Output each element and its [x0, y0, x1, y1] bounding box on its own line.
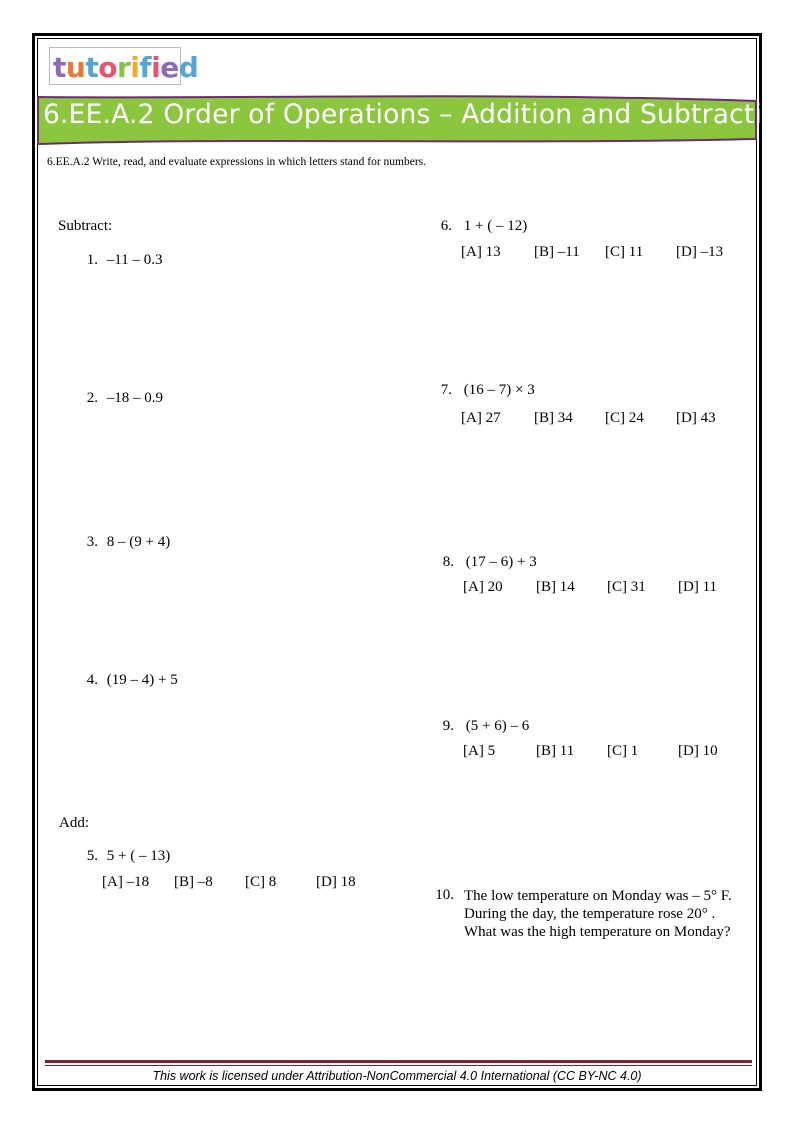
choice-c: [C] 8 [245, 874, 277, 890]
choice-a: [A] 20 [463, 579, 503, 595]
word-problem-line: What was the high temperature on Monday? [464, 924, 731, 940]
choice-d: [D] –13 [676, 244, 724, 260]
problem-expression: (17 – 6) + 3 [465, 554, 537, 570]
answer-choices [463, 743, 718, 760]
problem-number: 1. [86, 252, 98, 268]
answer-choices [461, 244, 723, 261]
answer-choices [102, 874, 356, 891]
standard-description: 6.EE.A.2 Write, read, and evaluate expressions in which letters stand for numbers. [47, 156, 427, 168]
logo-letter: t [53, 51, 66, 84]
problem-5 [80, 848, 170, 865]
logo-letter: i [151, 51, 161, 84]
choice-b: [B] –8 [174, 874, 213, 890]
choice-d: [D] 43 [676, 410, 716, 426]
logo-letter: e [160, 51, 179, 84]
footer-rule-thin [45, 1065, 752, 1066]
logo-letter: f [139, 51, 152, 84]
problem-expression: (16 – 7) × 3 [463, 382, 535, 398]
problem-number: 10. [435, 887, 454, 903]
choice-b: [B] 34 [534, 410, 573, 426]
choice-a: [A] –18 [102, 874, 150, 890]
problem-expression: 5 + ( – 13) [106, 848, 171, 864]
worksheet-title: 6.EE.A.2 Order of Operations – Addition and Subtraction [43, 99, 795, 130]
word-problem-text [464, 887, 732, 941]
problem-number: 2. [86, 390, 98, 406]
logo-letter: t [85, 51, 99, 84]
problem-number: 4. [86, 672, 98, 688]
logo-letter: r [116, 51, 131, 84]
choice-b: [B] 11 [536, 743, 575, 759]
logo-letter: u [65, 51, 86, 84]
problem-number: 9. [442, 718, 454, 734]
problem-number: 6. [440, 218, 452, 234]
section-label-subtract: Subtract: [58, 218, 113, 234]
problem-expression: (19 – 4) + 5 [106, 672, 178, 688]
problem-10 [432, 887, 454, 904]
choice-c: [C] 31 [607, 579, 646, 595]
problem-4 [80, 672, 178, 689]
license-notice: This work is licensed under Attribution-NonCommercial 4.0 International (CC BY-NC 4.0) [152, 1069, 642, 1083]
title-banner [38, 95, 795, 147]
problem-number: 5. [86, 848, 98, 864]
choice-d: [D] 10 [678, 743, 718, 759]
problem-expression: 8 – (9 + 4) [106, 534, 171, 550]
problem-3 [80, 534, 170, 551]
tutorified-logo [49, 47, 199, 85]
choice-d: [D] 11 [678, 579, 718, 595]
logo-letter: o [98, 51, 117, 84]
choice-c: [C] 24 [605, 410, 644, 426]
problem-2 [80, 390, 163, 407]
choice-a: [A] 5 [463, 743, 496, 759]
problem-8 [440, 554, 537, 571]
problem-expression: 1 + ( – 12) [463, 218, 528, 234]
section-label-add: Add: [59, 815, 89, 831]
problem-number: 7. [440, 382, 452, 398]
choice-b: [B] 14 [536, 579, 575, 595]
choice-c: [C] 1 [607, 743, 639, 759]
word-problem-line: During the day, the temperature rose 20° . [464, 906, 716, 922]
problem-number: 8. [442, 554, 454, 570]
problem-expression: –18 – 0.9 [106, 390, 163, 406]
problem-7 [438, 382, 535, 399]
choice-a: [A] 13 [461, 244, 501, 260]
logo-letter: i [130, 51, 140, 84]
answer-choices [461, 410, 716, 427]
problem-6 [438, 218, 527, 235]
problem-number: 3. [86, 534, 98, 550]
problem-9 [440, 718, 529, 735]
choice-d: [D] 18 [316, 874, 356, 890]
choice-b: [B] –11 [534, 244, 580, 260]
problem-expression: (5 + 6) – 6 [465, 718, 530, 734]
logo-letter: d [178, 51, 199, 84]
choice-c: [C] 11 [605, 244, 644, 260]
svg-text:tutorified [53, 51, 198, 84]
word-problem-line: The low temperature on Monday was – 5° F. [464, 888, 732, 904]
answer-choices [463, 579, 717, 596]
choice-a: [A] 27 [461, 410, 501, 426]
problem-1 [80, 252, 162, 269]
problem-expression: –11 – 0.3 [106, 252, 163, 268]
footer-rule [45, 1060, 752, 1063]
